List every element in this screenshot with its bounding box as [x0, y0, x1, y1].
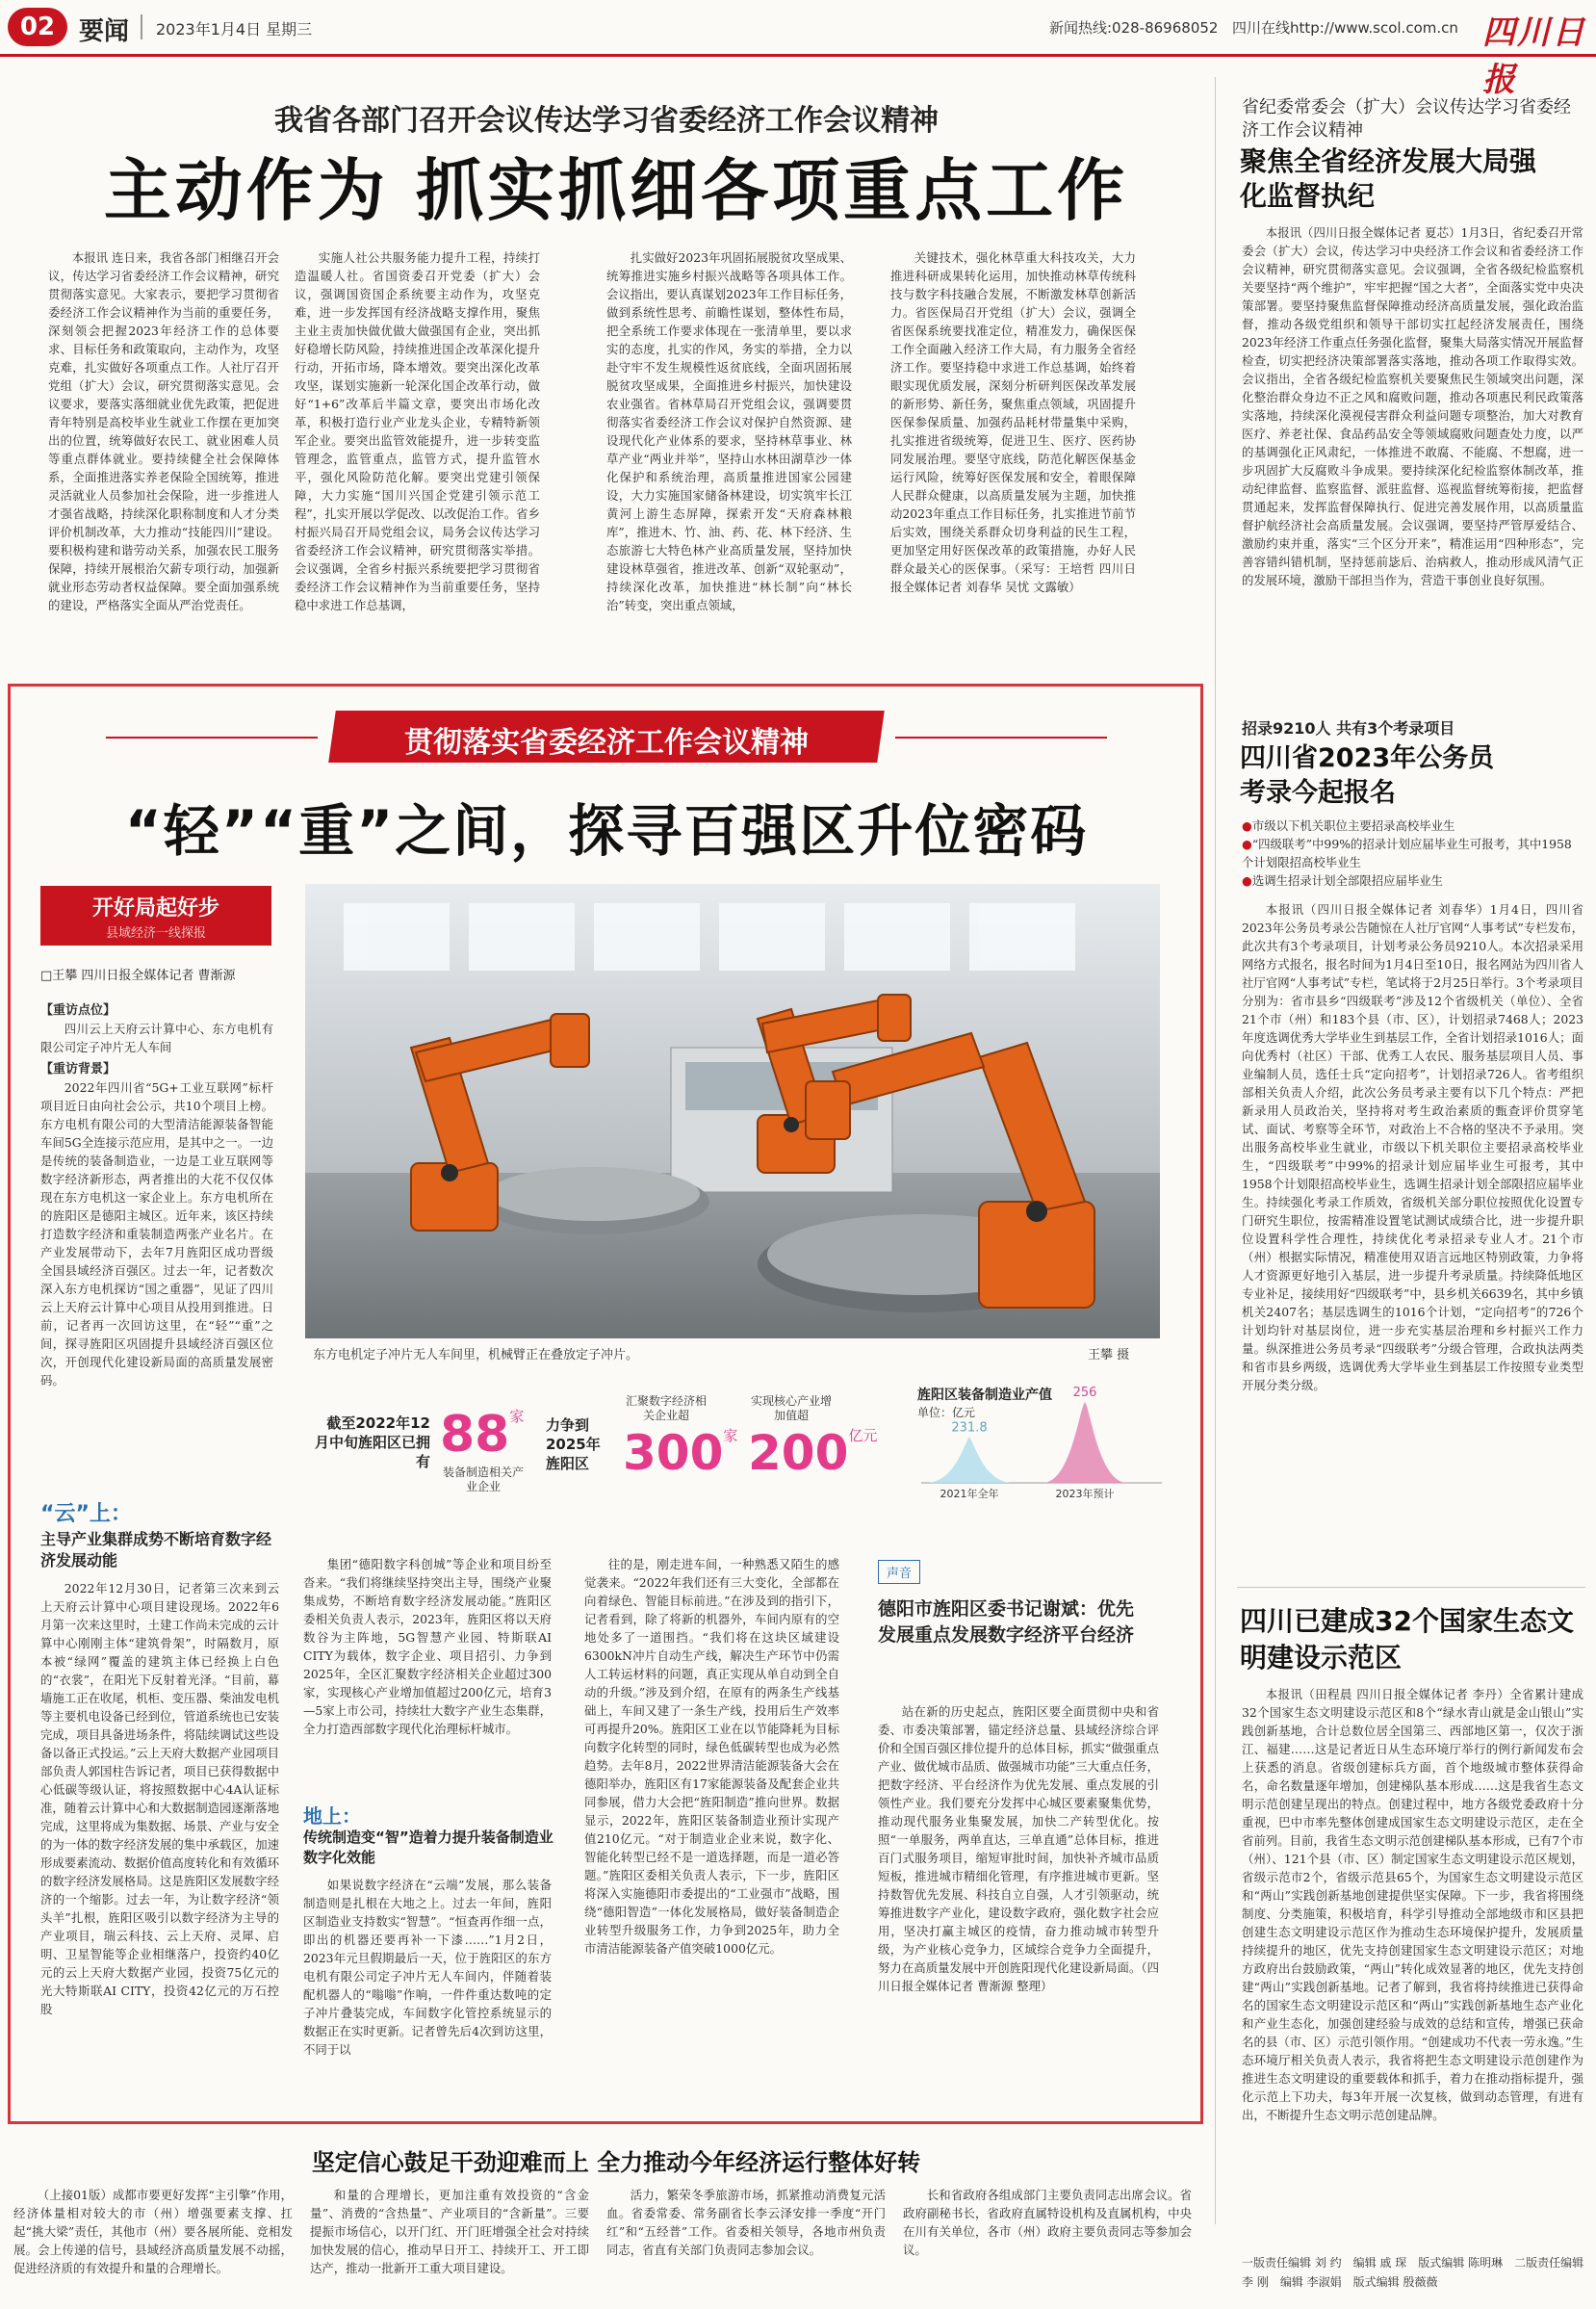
feature-intro [40, 1001, 273, 1483]
right-top-kicker: 省纪委常委会（扩大）会议传达学习省委经济工作会议精神 [1242, 97, 1571, 141]
section-name: 要闻 [79, 17, 130, 46]
stat1-unit: 家 [509, 1408, 525, 1425]
chart-category-label: 2021年全年 [940, 1488, 999, 1500]
bullet-item: ●市级以下机关职位主要招录高校毕业生 [1242, 818, 1455, 833]
infographic-stat1-value [440, 1406, 524, 1464]
feature-banner-text: 贯彻落实省委经济工作会议精神 [404, 726, 809, 760]
bottom-col3: 活力，繁荣冬季旅游市场，抓紧推动消费复元活血。省委常委、常务副省长李云泽安排一季度“开门红”和“五经普”工作。省委相关领导，各地市州负责同志，省直有关部门负责同志参加会议。 [606, 2188, 886, 2257]
top-story-col1: 本报讯 连日来，我省各部门相继召开会议，传达学习省委经济工作会议精神，研究贯彻落实意见。大家表示，要把学习贯彻省委经济工作会议精神作为当前的重要任务，深刻领会把握2023年经济工作的总体要求、目标任务和政策取向，主动作为，攻坚克难，扎实做好各项重点工作。人社厅召开党组（扩大）会议，研究贯彻落实意见。会议要求，要落实落细就业优先政策，把促进青年特别是高校毕业生就业工作摆在更加突出的位置，统筹做好农民工、就业困难人员等重点群体就业。要持续健全社会保障体系，全面推进落实养老保险全国统筹，推进灵活就业人员参加社会保险，进一步推进人才强省战略，持续深化职称制度和人才分类评价机制改革，大力推动“技能四川”建设。要积极构建和谐劳动关系，加强农民工服务保障，持续开展根治欠薪专项行动，加强新就业形态劳动者权益保障。要全面加强系统的建设，严格落实全面从严治党责任。 [48, 250, 279, 612]
bottom-col2: 和量的合理增长，更加注重有效投资的“含金量”、消费的“含热量”、产业项目的“含新量”。三要提振市场信心，以开门红、开门旺增强全社会对持续加快发展的信心，推动早日开工、持续开工、开工即达产，推动一批新开工重大项目建设。 [310, 2188, 589, 2275]
page-number-badge [8, 8, 67, 46]
focus-label: 【重访点位】 [40, 1003, 116, 1018]
editor-credits: 一版责任编辑 刘 约 编辑 戚 琛 版式编辑 陈明琳 二版责任编辑 李 刚 编辑 李淑娟 版式编辑 殷薇薇 [1242, 2256, 1584, 2289]
chart-area-1 [1044, 1402, 1125, 1483]
voice-box [878, 1560, 1167, 2109]
infographic-stat2a-desc: 汇聚数字经济相关企业超 [625, 1394, 707, 1422]
chart-area-0 [929, 1437, 1010, 1483]
bullet-item: ●选调生招录计划全部限招应届毕业生 [1242, 873, 1444, 888]
infographic-stat2b-value [748, 1425, 877, 1481]
feature-col-c: 往的是，刚走进车间，一种熟悉又陌生的感觉袭来。“2022年我们还有三大变化，全部都在向着绿色、智能目标前进。”在涉及到的指引下，记者看到，除了将新的机器外，车间内原有的空地处多了一道围挡。“我们将在这块区域建设6300kN冲片自动生产线，解决生产环节中仍需人工转运材料的问题，真正实现从单自动到全自动的升级。”涉及到介绍，在原有的两条生产线基础上，车间又建了一条生产线，投用后生产效率可再提升20%。旌阳区工业在以节能降耗为目标向数字化转型的同时，绿色低碳转型也成为必然趋势。去年8月，2022世界清洁能源装备大会在德阳举办，旌阳区有17家能源装备及配套企业共同参展，借力大会把“旌阳制造”推向世界。数据显示，2022年，旌阳区装备制造业预计实现产值210亿元。“对于制造业企业来说，数字化、智能化转型已经不是一道选择题，而是一道必答题。”旌阳区委相关负责人表示，下一步，旌阳区将深入实施德阳市委提出的“工业强市”战略，围绕“德阳智造”一体化发展格局，做好装备制造企业转型升级服务工作，力争到2025年，助力全市清洁能源装备产值突破1000亿元。 [584, 1557, 839, 1956]
sub1-title: 主导产业集群成势不断培育数字经济发展动能 [40, 1530, 272, 1570]
feature-col-b: 集团“德阳数字科创城”等企业和项目纷至沓来。“我们将继续坚持突出主导，围绕产业聚集成势，不断培育数字经济发展动能。”旌阳区委相关负责人表示，2023年，旌阳区将以天府数谷为主阵地，5G智慧产业园、特斯联AI CITY为载体，数字企业、项目招引、力争到2025年，全区汇聚数字经济相关企业超过300家，实现核心产业增加值超过200亿元，培育3—5家上市公司，持续壮大数字产业生态集群，全力打造西部数字现代化治理标杆城市。 [303, 1557, 552, 1736]
infographic [305, 1367, 1171, 1502]
infographic-stat2a-value [623, 1425, 737, 1481]
column-logo-subtitle: 县域经济一线探报 [105, 926, 206, 941]
infographic-stat2b-desc: 实现核心产业增加值超 [750, 1394, 832, 1422]
voice-text: 站在新的历史起点，旌阳区要全面贯彻中央和省委、市委决策部署，锚定经济总量、县域经济综合评价和全国百强区排位提升的总体目标，抓实“做强重点产业、做优城市品质、做强城市功能”三大重点任务，把数字经济、平台经济作为优先发展、重点发展的引领性产业。我们要充分发挥中心城区要素聚集优势，推动现代服务业集聚发展，加快二产转型优化。按照“一单服务，两单直达，三单直通”总体目标，推进百门式服务项目，缩短审批时间，加快补齐城市品质短板，推进城市精细化管理，有序推进城市更新。坚持数智优先发展、科技自立自强，人才引领驱动，统筹推进数字产业化，建设数字政府，强化数字社会应用，坚决打赢主城区的疫情，奋力推动城市转型升级，为产业核心竞争力，区域综合竞争力全面提升，努力在高质量发展中开创旌阳现代化建设新局面。（四川日报全媒体记者 曹渐源 整理） [878, 1704, 1159, 1993]
chart-title: 旌阳区装备制造业产值 [917, 1388, 1052, 1403]
right-top-body: 本报讯（四川日报全媒体记者 夏芯）1月3日，省纪委召开常委会（扩大）会议，传达学习中央经济工作会议和省委经济工作会议精神，研究贯彻落实意见。会议强调，全省各级纪检监察机关要坚持“两个维护”，牢牢把握“国之大者”，全面落实党中央决策部署。要坚持聚焦监督保障推动经济高质量发展，强化政治监督，推动各级党组织和领导干部切实扛起经济发展责任，围绕2023年经济工作重点任务强化监督，聚集大局落实情况开展监督检查，切实把经济决策部署落实落地，推动各项工作取得实效。会议指出，全省各级纪检监察机关要聚焦民生领域突出问题，深化整治群众身边不正之风和腐败问题，推动各项惠民利民政策落实落地，持续深化漠视侵害群众利益问题专项整治，加大对教育医疗、养老社保、食品药品安全等领域腐败问题查处力度，以严的基调强化正风肃纪，一体推进不敢腐、不能腐、不想腐，进一步巩固扩大反腐败斗争成果。要持续深化纪检监察体制改革，推动纪律监督、监察监督、派驻监督、巡视监督统筹衔接，把监督贯通起来，发挥监督保障执行、促进完善发展作用，以高质量监督护航经济社会高质量发展。会议强调，要坚持严管厚爱结合、激励约束并重，落实“三个区分开来”，精准运用“四种形态”，完善容错纠错机制，坚持惩前毖后、治病救人，推动形成风清气正的发展环境，激励干部担当作为，营造干事创业良好氛围。 [1242, 225, 1583, 587]
top-story-col3: 扎实做好2023年巩固拓展脱贫攻坚成果、统筹推进实施乡村振兴战略等各项具体工作。会议指出，要认真谋划2023年工作目标任务，做到系统性思考、前瞻性谋划，整体性布局，把全系统工作要求体现在一张清单里，要以求实的态度，扎实的作风，务实的举措，全力以赴守牢不发生规模性返贫底线，全面巩固拓展脱贫攻坚成果，全面推进乡村振兴，加快建设农业强省。省林草局召开党组会议，强调要贯彻落实省委经济工作会议对保护自然资源、建设现代化产业体系的要求，坚持林草事业、林草产业“两业并举”，坚持山水林田湖草沙一体化保护和系统治理，高质量推进国家公园建设，大力实施国家储备林建设，切实筑牢长江黄河上游生态屏障，探索开发“天府森林粮库”，推进木、竹、油、药、花、林下经济、生态旅游七大特色林产业高质量发展，坚持加快建设林草强省，推进改革、创新“双轮驱动”，持续深化改革，加快推进“林长制”向“林长治”转变，突出重点领域， [606, 250, 852, 612]
infographic-stat2-label: 力争到2025年旌阳区 [546, 1416, 601, 1472]
chart-unit: 单位：亿元 [917, 1406, 976, 1419]
stat2a-unit: 家 [723, 1427, 738, 1444]
issue-date: 2023年1月4日 星期三 [156, 20, 313, 39]
newspaper-logo: 四川日报 [1482, 13, 1586, 99]
right-top-headline: 聚焦全省经济发展大局强化监督执纪 [1240, 145, 1537, 212]
news-hotline: 新闻热线:028-86968052 [1049, 19, 1219, 37]
masthead [0, 0, 1596, 99]
voice-title: 德阳市旌阳区委书记谢斌：优先发展重点发展数字经济平台经济 [878, 1598, 1135, 1646]
website[interactable]: 四川在线http://www.scol.com.cn [1232, 19, 1458, 37]
background-label: 【重访背景】 [40, 1062, 116, 1077]
stat1-number: 88 [440, 1406, 510, 1464]
bottom-headline: 坚定信心鼓足干劲迎难而上 全力推动今年经济运行整体好转 [311, 2149, 921, 2176]
bottom-col4: 长和省政府各组成部门主要负责同志出席会议。省政府副秘书长，省政府直属特设机构及直属机构，中央在川有关单位，各市（州）政府主要负责同志等参加会议。 [903, 2188, 1192, 2257]
photo-credit: 王攀 摄 [1088, 1348, 1130, 1362]
sub1-label: “云”上： [40, 1502, 132, 1526]
stat2b-number: 200 [748, 1425, 849, 1481]
infographic-stat1-desc: 装备制造相关产业企业 [442, 1466, 524, 1493]
top-story-col4: 关键技术，强化林草重大科技攻关，大力推进科研成果转化运用，加快推动林草传统科技与数字科技融合发展，不断激发林草创新活力。省医保局召开党组（扩大）会议，强调全省医保系统要找准定位，精准发力，确保医保工作全面融入经济工作大局，有力服务全省经济工作。要坚持稳中求进工作总基调，始终着眼实现优质发展，深刻分析研判医保改革发展的新形势、新任务，聚焦重点领域，巩固提升医保参保质量、加强药品耗材带量集中采购，扎实推进省级统筹，促进卫生、医疗、医药协同发展治理。要坚守底线，防范化解医保基金运行风险，统筹好医保发展和安全，着眼保障人民群众健康，以高质量发展为主题，加快推动2023年重点工作目标任务，扎实推进节前节后实效，围绕关系群众切身利益的民生工程，更加坚定用好医保改革的政策措施，办好人民群众最关心的医保事。（采写：王培哲 四川日报全媒体记者 刘春华 吴忧 文露敏） [890, 250, 1136, 594]
page-number: 02 [19, 13, 56, 41]
right-mid-headline: 四川省2023年公务员考录今起报名 [1240, 743, 1495, 808]
chart-data-label: 231.8 [951, 1420, 988, 1436]
top-story-kicker: 我省各部门召开会议传达学习省委经济工作会议精神 [274, 104, 939, 138]
sub2-text: 如果说数字经济在“云端”发展，那么装备制造则是扎根在大地之上。过去一年间，旌阳区制造业支持数实“智慧”。“恒查再作细一点，即出的机器还要再补一下漆……”1月2日，2023年元旦假期最后一天，位于旌阳区的东方电机有限公司定子冲片无人车间内，伴随着装配机器人的“嗡嗡”作响，一件件重达数吨的定子冲片叠装完成，车间数字化管控系统显示的数据正在实时更新。记者曾先后4次到访这里，不同于以 [303, 1878, 552, 2057]
chart-data-label: 256 [1072, 1386, 1097, 1400]
column-logo-title: 开好局起好步 [91, 896, 219, 921]
right-mid-body: 本报讯（四川日报全媒体记者 刘春华）1月4日，四川省2023年公务员考录公告随惊在人社厅官网“人事考试”专栏发布，此次共有3个考录项目，计划考录公务员9210人。本次招录采用网络方式报名，报名时间为1月4日至10日，报名网站为四川省人社厅官网“人事考试”专栏，笔试将于2月25日举行。3个考录项目分别为：省市县乡“四级联考”涉及12个省级机关（单位）、全省21个市（州）和183个县（市、区），计划招录7468人；2023年度选调优秀大学毕业生到基层工作，全省计划招录1016人；面向优秀村（社区）干部、优秀工人农民、服务基层项目人员、事业编制人员，选任士兵“定向招考”，计划招录726人。省考组织部相关负责人介绍，此次公务员考录主要有以下几个特点：严把新录用人员政治关，坚持将对考生政治素质的甄查评价贯穿笔试、面试、考察等全环节，对政治上不合格的坚决不予录用。突出服务高校毕业生就业，市级以下机关职位主要招录高校毕业生，“四级联考”中99%的招录计划应届毕业生可报考，其中1958个计划限招高校毕业生，选调生招录计划全部限招应届毕业生。持续强化考录工作质效，省级机关部分职位按照优化设置专门研究生职位，按需精准设置笔试测试成绩合比，进一步提升职位设置科学性合理性，持续优化考录招录专业人才。21个市（州）根据实际情况，精准使用双语言远地区特别政策，力争将人才资源更好地引入基层，进一步提升考录质量。持续降低地区专业补足，接续用好“四级联考”中，县乡机关6639名，其中乡镇机关2407名；基层选调生的1016个计划，“定向招考”的726个计划均针对基层岗位，进一步充实基层治理和乡村振兴工作力量。纵深推进公务员考录“四级联考”分级合管理，合政执法两类和省市县乡两级，选调优秀大学毕业生到基层工作按照专业类型开展分类分级。 [1242, 902, 1583, 1392]
infographic-stat1-label: 截至2022年12月中旬旌阳区已拥有 [315, 1414, 431, 1470]
factory-photo [305, 884, 1160, 1338]
bullet-item: ●“四级联考”中99%的招录计划应届毕业生可报考，其中1958个计划限招高校毕业生 [1242, 837, 1572, 869]
output-chart [912, 1367, 1171, 1502]
photo-caption: 东方电机定子冲片无人车间里，机械臂正在叠放定子冲片。 [313, 1348, 639, 1362]
top-story-headline: 主动作为 抓实抓细各项重点工作 [103, 151, 1129, 230]
voice-label: 声音 [878, 1560, 920, 1584]
sub2-title: 传统制造变“智”造着力提升装备制造业数字化效能 [303, 1829, 553, 1866]
feature-headline: “轻”“重”之间，探寻百强区升位密码 [124, 798, 1089, 864]
sub1-text: 2022年12月30日，记者第三次来到云上天府云计算中心项目建设现场。2022年6月第一次来这里时，土建工作尚未完成的云计算中心刚刚主体“建筑骨架”，时隔数月，原本被“绿网”覆盖的建筑主体已经换上白色的“衣裳”，在阳光下反射着光泽。“目前，幕墙施工正在收尾，机柜、变压器、柴油发电机等主要机电设备已经到位，管道系统也已安装完成，项目具备进场条件，将陆续调试这些设备以备正式投运。”云上天府大数据产业园项目部负责人郭国柱告诉记者，项目已获得数据中心低碳等级认证，将按照数据中心4A认证标准，随着云计算中心和大数据制造园逐渐落地完成，这里将成为集数据、场景、产业与安全的为一体的数字经济发展的集中承载区，加速形成要素流动、数据价值高度转化和有效循环的数字经济发展格局。这是旌阳区发展数字经济的一个缩影。过去一年，为让数字经济“领头羊”扎根，旌阳区吸引以数字经济为主导的产业项目，瑞云科技、云上天府、灵犀、启明、卫星智能等企业相继落户，投资约40亿元的云上天府大数据产业园，投资75亿元的光大特斯联AI CITY，投资42亿元的万石控股 [40, 1581, 279, 2016]
top-story-col2: 实施人社公共服务能力提升工程，持续打造温暖人社。省国资委召开党委（扩大）会议，强调国资国企系统要主动作为，攻坚克难，进一步发挥国有经济战略支撑作用，聚焦主业主责加快做优做大做强国有企业，突出抓好稳增长防风险，持续推进国企改革深化提升行动，开拓市场，降本增效。要突出深化改革攻坚，谋划实施新一轮深化国企改革行动，做好“1+6”改革后半篇文章，要突出市场化改革，积极打造行业产业龙头企业，专精特新领军企业。要突出监管效能提升，进一步转变监管理念，监管重点，监管方式，提升监管水平，强化风险防范化解。要突出党建引领保障，大力实施“国川兴国企党建引领示范工程”，扎实开展以学促改、以改促治工作。省乡村振兴局召开局党组会议，局务会议传达学习省委经济工作会议精神，研究贯彻落实举措。会议强调，全省乡村振兴系统要把学习贯彻省委经济工作会议精神作为当前重要任务，坚持稳中求进工作总基调， [295, 250, 540, 612]
feature-byline: □王攀 四川日报全媒体记者 曹渐源 [40, 969, 236, 983]
bottom-col1: （上接01版）成都市要更好发挥“主引擎”作用，经济体量相对较大的市（州）增强要素支撑、扛起“挑大梁”责任，其他市（州）要各展所能、竞相发展。会上传递的信号，县域经济高质量发展不动摇，促进经济质的有效提升和量的合理增长。 [13, 2188, 293, 2275]
stat2a-number: 300 [623, 1425, 724, 1481]
column-logo [40, 886, 271, 946]
right-mid-bullets [1242, 817, 1583, 890]
stat2b-unit: 亿元 [848, 1427, 878, 1444]
right-mid-kicker: 招录9210人 共有3个考录项目 [1242, 719, 1455, 738]
right-bottom-body: 本报讯（田程晨 四川日报全媒体记者 李丹）全省累计建成32个国家生态文明建设示范区和8个“绿水青山就是金山银山”实践创新基地，合计总数位居全国第三、西部地区第一，仅次于浙江、福建……这是记者近日从生态环境厅举行的例行新闻发布会上获悉的消息。省级创建标兵方面，首个地级城市整体获得命名，命名数量逐年增加，创建梯队基本形成……这是我省生态文明示范创建呈现出的特点。创建过程中，地方各级党委政府十分重视，巴中市率先整体创建成国家生态文明建设示范区，走在全省前列。目前，我省生态文明示范创建梯队基本形成，已有7个市（州）、121个县（市、区）制定国家生态文明建设示范区规划，省级示范市2个，省级示范县65个，为国家生态文明建设示范区和“两山”实践创新基地创建提供坚实保障。下一步，我省将围绕制度、分类施策，积极培育，科学引导推动全部地级市和区县把创建生态文明建设示范区作为推动生态环境保护提升，发展质量持续提升的地区，优先支持创建国家生态文明建设示范区；对地方政府出台鼓励政策，“两山”转化成效显著的地区，优先支持创建“两山”实践创新基地。记者了解到，我省将持续推进已获得命名的国家生态文明建设示范区和“两山”实践创新基地生态产业化和产业生态化，加强创建经验与成效的总结和宣传，增强已获命名的县（市、区）示范引领作用。“创建成功不代表一劳永逸。”生态环境厅相关负责人表示，我省将把生态文明建设示范创建作为推进生态文明建设的重要载体和抓手，着力在推动指标提升，强化示范上下功夫，每3年开展一次复核，做到动态管理，有进有出，不断提升生态文明示范创建品牌。 [1242, 1687, 1583, 2122]
background-text: 2022年四川省“5G+工业互联网”标杆项目近日由向社会公示，共10个项目上榜。东方电机有限公司的大型清洁能源装备智能车间5G全连接示范应用，是其中之一。一边是传统的装备制造业，一边是工业互联网等数字经济新形态，两者推出的大花不仅仅体现在东方电机这一家企业上。东方电机所在的旌阳区是德阳主城区。近年来，该区持续打造数字经济和重装制造两张产业名片。在产业发展带动下，去年7月旌阳区成功晋级全国县域经济百强区。过去一年，记者数次深入东方电机探访“国之重器”，见证了四川云上天府云计算中心项目从投用到推进。日前，记者再一次回访这里，在“轻”“重”之间，探寻旌阳区巩固提升县域经济百强区位次，开创现代化建设新局面的高质量发展密码。 [40, 1080, 273, 1388]
focus-text: 四川云上天府云计算中心、东方电机有限公司定子冲片无人车间 [40, 1022, 273, 1054]
right-bottom-headline: 四川已建成32个国家生态文明建设示范区 [1240, 1605, 1574, 1673]
chart-category-label: 2023年预计 [1055, 1488, 1115, 1500]
sub2-label: 地上： [303, 1804, 361, 1828]
